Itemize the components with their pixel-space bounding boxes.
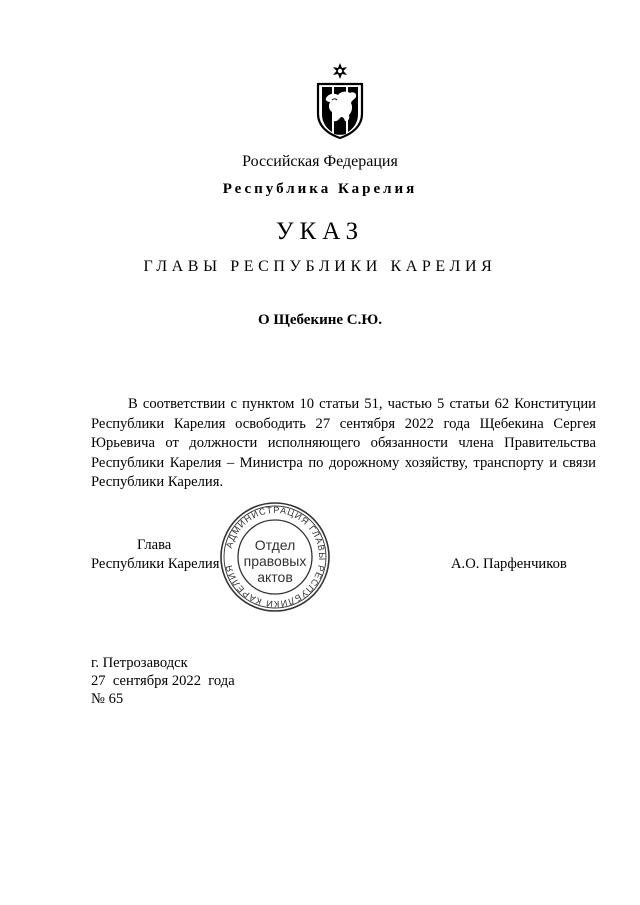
issuer-title: ГЛАВЫ РЕСПУБЛИКИ КАРЕЛИЯ <box>143 258 497 275</box>
stamp-line3: актов <box>257 569 293 585</box>
decree-body: В соответствии с пунктом 10 статьи 51, частью 5 статьи 62 Конституции Республики Карелия освободить 27 сентября 2022 года Щебекина Сергея Юрьевича от должности исполняющего обязанности члена Правительства Республики Карелия – Министра по дорожному хозяйству, транспорту и связи Республики Карелия. <box>91 396 596 490</box>
signature-post-line1: Глава <box>137 537 172 553</box>
issue-date: 27 сентября 2022 года <box>91 673 235 689</box>
issue-city: г. Петрозаводск <box>91 655 188 671</box>
stamp-line1: Отдел <box>254 537 296 553</box>
stamp-line2: правовых <box>243 553 307 569</box>
karelia-coat-of-arms-icon <box>312 62 368 140</box>
stamp-ring-text: АДМИНИСТРАЦИЯ ГЛАВЫ РЕСПУБЛИКИ КАРЕЛИЯ <box>223 504 328 610</box>
republic-line: Республика Карелия <box>222 181 418 197</box>
document-type: УКАЗ <box>275 218 365 245</box>
federation-line: Российская Федерация <box>242 153 398 170</box>
signatory-name: А.О. Парфенчиков <box>451 556 567 572</box>
signature-post-line2: Республики Карелия <box>91 556 220 572</box>
document-number: № 65 <box>91 691 124 707</box>
document-subject: О Щебекине С.Ю. <box>257 312 383 328</box>
official-stamp <box>218 500 332 614</box>
